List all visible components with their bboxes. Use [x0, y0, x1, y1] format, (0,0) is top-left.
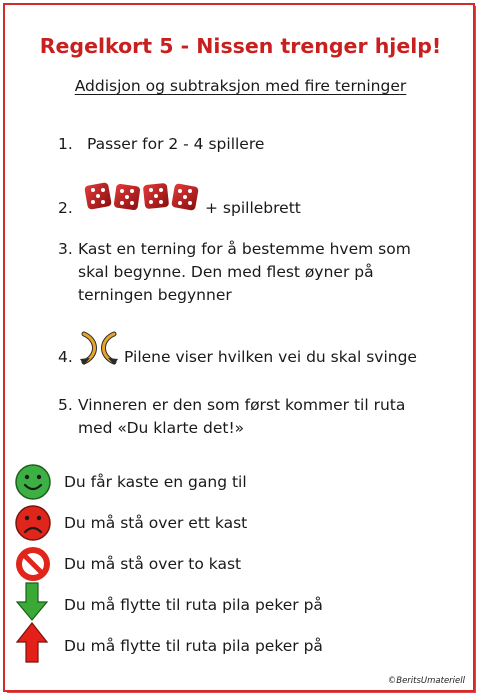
happy-face-icon [14, 463, 52, 501]
legend-text: Du får kaste en gang til [64, 473, 247, 491]
four-dice-icon [84, 180, 200, 214]
rule-text-line: med «Du klarte det!» [78, 419, 245, 437]
rule-number: 1. [58, 135, 73, 153]
rule-text: Pilene viser hvilken vei du skal svinge [124, 348, 417, 366]
rule-text-line: Kast en terning for å bestemme hvem som [78, 240, 411, 258]
rule-text-line: Vinneren er den som først kommer til ruta [78, 396, 406, 414]
copyright-credit: ©BeritsUmateriell [387, 676, 465, 686]
turn-arrows-icon [78, 330, 120, 366]
rule-number: 3. [58, 240, 73, 258]
rule-number: 4. [58, 348, 73, 366]
rule-text-line: skal begynne. Den med flest øyner på [78, 263, 374, 281]
sad-face-icon [14, 504, 52, 542]
rule-text-line: terningen begynner [78, 286, 232, 304]
no-entry-icon [14, 545, 52, 583]
card-title: Regelkort 5 - Nissen trenger hjelp! [39, 34, 442, 58]
legend-text: Du må flytte til ruta pila peker på [64, 637, 323, 655]
legend-text: Du må stå over to kast [64, 555, 242, 573]
card-subtitle: Addisjon og subtraksjon med fire terninger [74, 77, 407, 95]
arrow-down-icon [16, 582, 48, 622]
rule-text: Passer for 2 - 4 spillere [87, 135, 265, 153]
legend-text: Du må stå over ett kast [64, 514, 248, 532]
arrow-up-icon [16, 622, 48, 664]
rule-number: 5. [58, 396, 73, 414]
rule-text: + spillebrett [205, 199, 301, 217]
legend-text: Du må flytte til ruta pila peker på [64, 596, 323, 614]
rule-number: 2. [58, 199, 73, 217]
